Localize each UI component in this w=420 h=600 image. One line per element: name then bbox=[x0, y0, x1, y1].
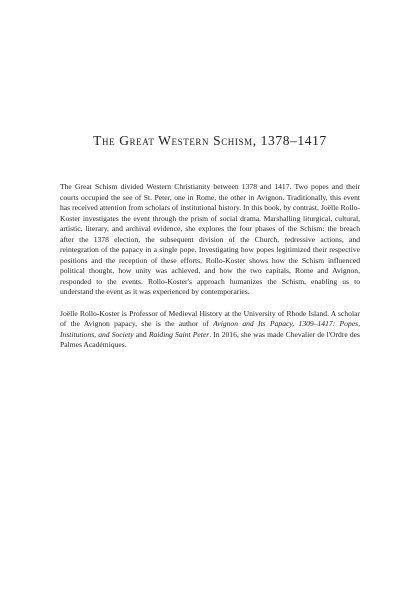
book-title: The Great Western Schism, 1378–1417 bbox=[93, 133, 327, 148]
book-title-avignon: Avignon and Its Papacy, 1309–1417: Popes, Institutions, and Society bbox=[60, 319, 360, 339]
book-title-raiding: Raiding Saint Peter bbox=[148, 329, 210, 339]
description-paragraph: The Great Schism divided Western Christianity between 1378 and 1417. Two popes and their courts occupied the see of St. Peter, one in Rome, the other in Avignon. Traditionally, this event has received attention from scholars of institutional history. In this book, by contrast, Joëlle Rollo-Koster investigates the event through the prism of social drama. Marshalling liturgical, cultural, artistic, literary, and archival evidence, she explores the four phases of the Schism: the breach after the 1378 election, the subsequent division of the Church, redressive actions, and reintegration of the papacy in a single pope. Investigating how popes legitimized their respective positions and the reception of these efforts, Rollo-Koster shows how the Schism influenced political thought, how unity was achieved, and how the two capitals, Rome and Avignon, responded to the events. Rollo-Koster's approach humanizes the Schism, enabling us to understand the event as it was experienced by contemporaries. bbox=[60, 182, 360, 297]
blurb bbox=[60, 182, 360, 351]
author-bio-paragraph bbox=[60, 309, 360, 351]
bio-intro: Joëlle Rollo-Koster is Professor of Medieval History at the University of Rhode Island. A scholar of the Avignon papacy, she is the author of bbox=[60, 308, 360, 329]
bio-outro: . In 2016, she was made Chevalier de l'Ordre des Palmes Académiques. bbox=[60, 329, 361, 350]
bio-and: and bbox=[133, 329, 149, 339]
